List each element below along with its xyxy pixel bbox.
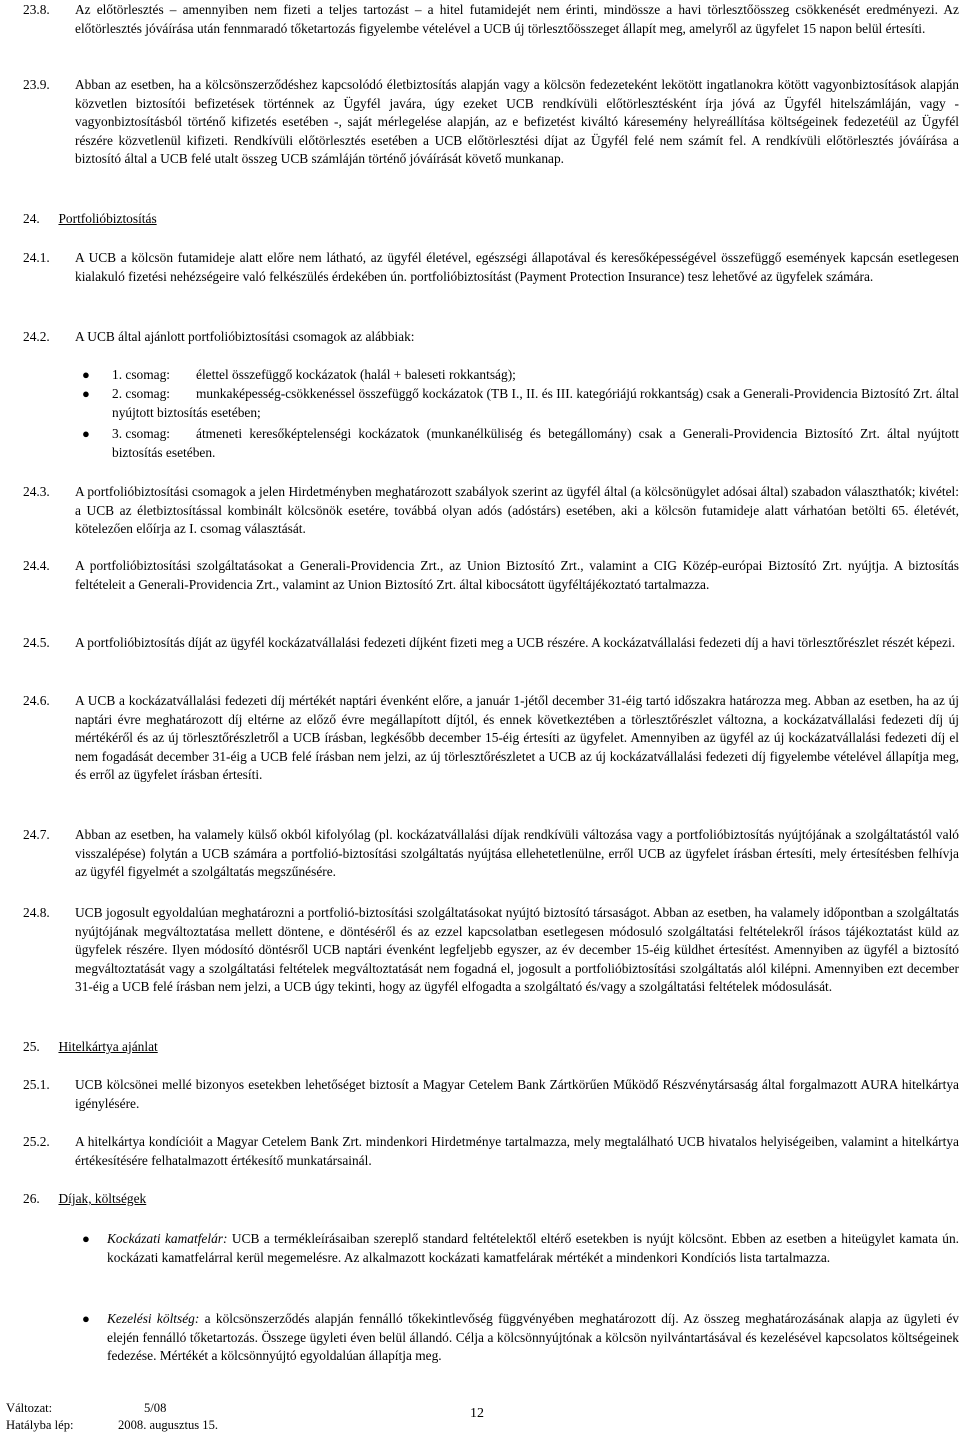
paragraph-number: 24.1. — [23, 250, 50, 265]
package-description: átmeneti keresőképtelenségi kockázatok (munkanélküliség és betegállomány) csak a Generali-Providencia Biztosító Zrt. által nyújtott biztosítás esetében. — [112, 426, 959, 460]
package-description: munkaképesség-csökkenéssel összefüggő kockázatok (TB I., II. és III. kategóriájú rokkantság) csak a Generali-Providencia Biztosító Zrt. által nyújtott biztosítás esetében; — [112, 386, 959, 420]
bullet-icon: ● — [82, 386, 90, 401]
page-number: 12 — [470, 1406, 484, 1421]
section-title: Portfolióbiztosítás — [58, 211, 157, 226]
paragraph-25-2: A hitelkártya kondícióit a Magyar Cetelem Bank Zrt. mindenkori Hirdetménye tartalmazza, mely megtalálható UCB hivatalos helyiségeiben, valamint a hitelkártya értékesítésére felhatalmazott értékesítő munkatársainál. — [75, 1134, 959, 1168]
fee-term: Kezelési költség: — [107, 1311, 200, 1326]
fee-description: a kölcsönszerződés alapján fennálló tőkekintlevőség függvényében meghatározott díj. Az összeg meghatározásának alapja az ügyleti év elején fennálló tőketartozás. Összege ügyleti éven belül állandó. Célja a kölcsönnyújtónak a kölcsön nyilvántartásával és kezelésével kapcsolatos költségeinek fedezése. Mértékét a kölcsönnyújtó egyoldalúan állapítja meg. — [107, 1311, 959, 1364]
paragraph-24-6: A UCB a kockázatvállalási fedezeti díj mértékét naptári évenként előre, a január 1-jétől december 31-éig tartó időszakra határozza meg. Abban az esetben, ha az új naptári évre meghatározott díj eltérne az előző évre megállapított díjtól, és ennek következtében a törlesztőrészlet változna, a kockázatvállalási fedezeti díj új mértékéről és az új törlesztőrészletről a UCB írásban, legkésőbb december 15-éig értesíti az ügyfelet. Amennyiben az ügyfél az új kockázatvállalási fedezeti díj el nem fogadását december 31-éig a UCB felé írásban nem jelzi, az új törlesztőrészletet a UCB az új kockázatvállalási fedezeti díj figyelembe vételével állapítja meg, és erről az ügyfelet írásban értesíti. — [75, 693, 959, 783]
paragraph-number: 24.7. — [23, 827, 50, 842]
paragraph-24-4: A portfolióbiztosítási szolgáltatásokat a Generali-Providencia Zrt., az Union Biztosító Zrt., valamint a CIG Közép-európai Biztosító Zrt. nyújtja. A biztosítás feltételeit a Generali-Providencia Zrt., valamint az Union Biztosító Zrt. által kibocsátott ügyféltájékoztató tartalmazza. — [75, 558, 959, 592]
paragraph-number: 24.6. — [23, 693, 50, 708]
fee-term: Kockázati kamatfelár: — [107, 1231, 228, 1246]
package-label: 1. csomag: — [112, 367, 171, 382]
section-number: 24. — [23, 211, 40, 226]
paragraph-number: 24.8. — [23, 905, 50, 920]
paragraph-23-9: Abban az esetben, ha a kölcsönszerződéshez kapcsolódó életbiztosítás alapján vagy a kölcsön fedezeteként lekötött ingatlanokra kötött vagyonbiztosítások alapján közvetlen biztosítói befizetések történnek az Ügyfél javára, úgy ezeket UCB rendkívüli előtörlesztésként írja jóvá az Ügyfél hitelszámláján, vagy - vagyonbiztosításból történő kifizetés esetében -, saját mérlegelése alapján, az e befizetést kiváltó káresemény helyreállítása költségeinek fedezetéül az Ügyfél részére közvetlenül kifizeti. Rendkívüli előtörlesztés esetében a UCB előtörlesztési díjat az Ügyfél felé nem számít fel. A rendkívüli előtörlesztés jóváírása a biztosító által a UCB felé utalt összeg UCB számláján történő jóváírását követő munkanap. — [75, 77, 959, 167]
package-item — [112, 385, 959, 422]
paragraph-number: 24.5. — [23, 635, 50, 650]
paragraph-25-1: UCB kölcsönei mellé bizonyos esetekben lehetőséget biztosít a Magyar Cetelem Bank Zártkörűen Működő Részvénytársaság által forgalmazott AURA hitelkártya igénylésére. — [75, 1077, 959, 1111]
bullet-icon: ● — [82, 1311, 90, 1326]
paragraph-number: 24.4. — [23, 558, 50, 573]
paragraph-24-2: A UCB által ajánlott portfolióbiztosítási csomagok az alábbiak: — [75, 329, 415, 344]
paragraph-number: 23.8. — [23, 2, 50, 17]
paragraph-number: 25.2. — [23, 1134, 50, 1149]
footer-effective-value: 2008. augusztus 15. — [118, 1418, 219, 1432]
bullet-icon: ● — [82, 1231, 90, 1246]
package-label: 3. csomag: — [112, 426, 171, 441]
package-item — [112, 366, 959, 385]
paragraph-24-1: A UCB a kölcsön futamideje alatt előre nem látható, az ügyfél életével, egészségi állapotával és keresőképességével összefüggő események kapcsán esetlegesen kialakuló fizetési nehézségeire való felkészülés érdekében ún. portfolióbiztosítást (Payment Protection Insurance) tesz lehetővé az ügyfelek számára. — [75, 250, 959, 284]
paragraph-number: 23.9. — [23, 77, 50, 92]
paragraph-number: 24.3. — [23, 484, 50, 499]
bullet-icon: ● — [82, 426, 90, 441]
paragraph-24-5: A portfolióbiztosítás díját az ügyfél kockázatvállalási fedezeti díjként fizeti meg a UCB részére. A kockázatvállalási fedezeti díj a havi törlesztőrészlet részét képezi. — [75, 635, 956, 650]
footer-effective-label: Hatályba lép: — [6, 1418, 74, 1432]
paragraph-23-8: Az előtörlesztés – amennyiben nem fizeti a teljes tartozást – a hitel futamidejét nem érinti, mindössze a havi törlesztőösszeg csökkenését eredményezi. Az előtörlesztés jóváírása után fennmaradó tőketartozás figyelembe vételével a UCB új törlesztőösszeget állapít meg, amelyről az ügyfelet 15 napon belül értesíti. — [75, 2, 959, 36]
section-heading-26 — [23, 1190, 146, 1209]
bullet-icon: ● — [82, 367, 90, 382]
package-label: 2. csomag: — [112, 386, 171, 401]
paragraph-number: 24.2. — [23, 329, 50, 344]
package-description: élettel összefüggő kockázatok (halál + baleseti rokkantság); — [196, 367, 516, 382]
section-title: Hitelkártya ajánlat — [58, 1039, 158, 1054]
paragraph-24-3: A portfolióbiztosítási csomagok a jelen Hirdetményben meghatározott szabályok szerint az ügyfél által (a kölcsönügylet adósai által) szabadon választhatók; kivétel: a UCB az életbiztosítással kombinált kölcsönök esetére, továbbá olyan adós (adóstárs) esetében, aki a kölcsön futamideje alatt várhatóan betölti 65. életévét, kötelezően előírja az I. csomag választását. — [75, 484, 959, 537]
paragraph-number: 25.1. — [23, 1077, 50, 1092]
section-heading-24 — [23, 210, 157, 229]
package-item — [112, 425, 959, 462]
section-title: Díjak, költségek — [58, 1191, 147, 1206]
fee-item — [107, 1230, 959, 1267]
section-number: 26. — [23, 1191, 40, 1206]
fee-item — [107, 1310, 959, 1366]
footer-version-label: Változat: — [6, 1401, 53, 1415]
section-heading-25 — [23, 1038, 158, 1057]
footer-version-value: 5/08 — [144, 1401, 167, 1415]
section-number: 25. — [23, 1039, 40, 1054]
paragraph-24-8: UCB jogosult egyoldalúan meghatározni a portfolió-biztosítási szolgáltatásokat nyújtó biztosító társaságot. Abban az esetben, ha valamely időpontban a szolgáltatás nyújtójának megváltoztatása mellett döntene, e döntéséről és az ezzel kapcsolatban esetlegesen módosuló szolgáltatási feltételekről írásos tájékoztatást küld az ügyfelek részére. Ilyen módosító döntésről UCB naptári évenként legfeljebb egyszer, az év december 15-éig küldhet értesítést. Amennyiben az ügyfél a biztosító megváltoztatását vagy a szolgáltatási feltételek megváltoztatását nem fogadná el, jogosult a portfolióbiztosítási szolgáltatás alól kilépni. Amennyiben ezt december 31-éig a UCB felé írásban nem jelzi, a UCB úgy tekinti, hogy az ügyfél elfogadta a szolgáltató és/vagy a szolgáltatási feltételek módosulását. — [75, 905, 959, 995]
paragraph-24-7: Abban az esetben, ha valamely külső okból kifolyólag (pl. kockázatvállalási díjak rendkívüli változása vagy a portfolióbiztosítás nyújtójának a szolgáltatástól való visszalépése) folytán a UCB számára a portfolió-biztosítási szolgáltatás nyújtása ellehetetlenülne, erről UCB az ügyfelet írásban értesíti, mely értesítésben felhívja az ügyfél figyelmét a szolgáltatás megszűnésére. — [75, 827, 959, 880]
fee-description: UCB a termékleírásaiban szereplő standard feltételektől eltérő esetekben is nyújt kölcsönt. Ebben az esetben a hiteügylet kamata ún. kockázati kamatfelárral kerül megemelésre. Az alkalmazott kockázati kamatfelárak mértékét a mindenkori Kondíciós lista tartalmazza. — [107, 1231, 959, 1265]
